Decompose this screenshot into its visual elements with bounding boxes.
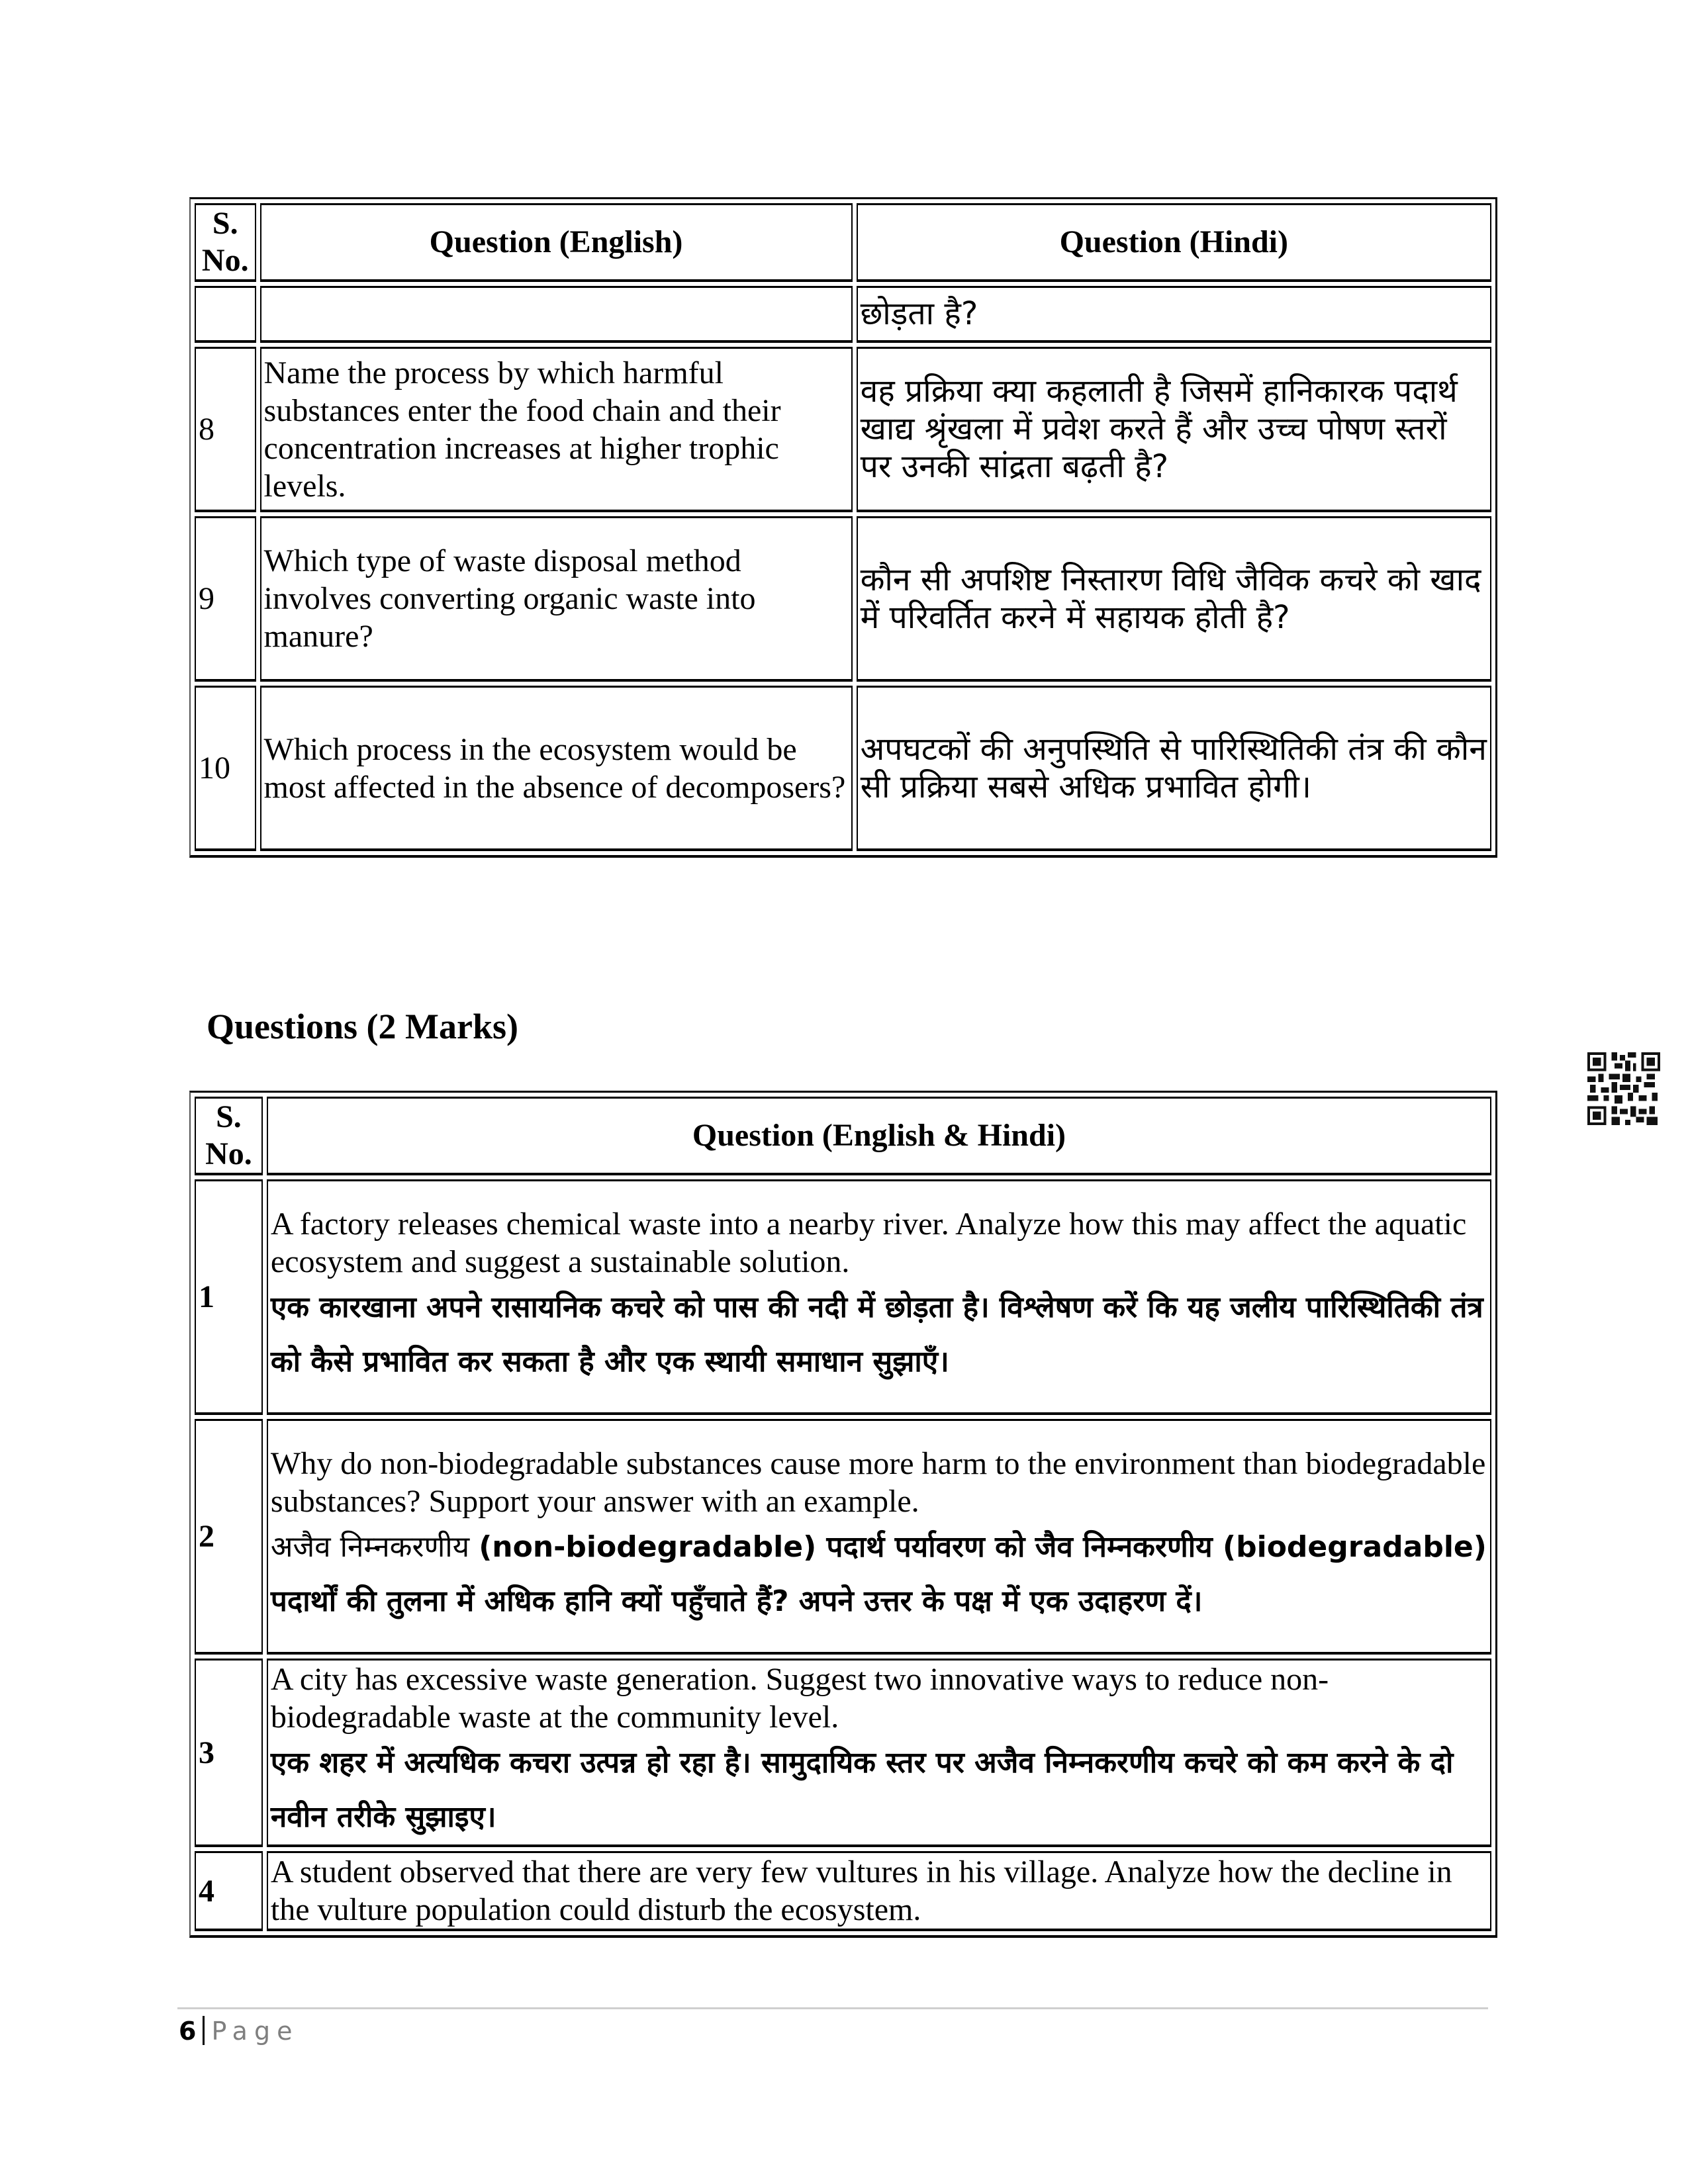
row-question <box>267 1851 1491 1931</box>
row-hindi: छोड़ता है? <box>857 286 1491 343</box>
row-hindi: अपघटकों की अनुपस्थिति से पारिस्थितिकी तंत्र की कौन सी प्रक्रिया सबसे अधिक प्रभावित होगी। <box>857 686 1491 851</box>
page-number: 6 <box>179 2017 197 2046</box>
footer-separator <box>203 2016 205 2045</box>
page-label: Page <box>211 2017 299 2046</box>
row-english: Which process in the ecosystem would be most affected in the absence of decomposers? <box>260 686 853 851</box>
question-hindi-bold: (non-biodegradable) पदार्थ पर्यावरण को जैव निम्नकरणीय (biodegradable) पदार्थों की तुलना में अधिक हानि क्यों पहुँचाते हैं? अपने उत्तर के पक्ष में एक उदाहरण दें। <box>270 1529 1487 1618</box>
question-hindi: एक शहर में अत्यधिक कचरा उत्पन्न हो रहा है। सामुदायिक स्तर पर अजैव निम्नकरणीय कचरे को कम करने के दो नवीन तरीके सुझाइए। <box>270 1746 1454 1834</box>
row-sno: 2 <box>195 1419 263 1655</box>
row-question <box>267 1419 1491 1655</box>
footer-divider <box>177 2007 1488 2009</box>
question-english: Why do non-biodegradable substances cause more harm to the environment than biodegradable substances? Support your answer with an example. <box>270 1445 1486 1519</box>
table-row <box>195 686 1491 851</box>
question-english: A city has excessive waste generation. Suggest two innovative ways to reduce non-biodegradable waste at the community level. <box>270 1662 1329 1735</box>
table-row <box>195 1851 1491 1931</box>
row-sno: 8 <box>195 347 256 512</box>
row-sno: 4 <box>195 1851 263 1931</box>
row-hindi: वह प्रक्रिया क्या कहलाती है जिसमें हानिकारक पदार्थ खाद्य श्रृंखला में प्रवेश करते हैं और उच्च पोषण स्तरों पर उनकी सांद्रता बढ़ती है? <box>857 347 1491 512</box>
header-sno: S. No. <box>195 1097 263 1175</box>
table-header-row <box>195 203 1491 282</box>
table-row <box>195 516 1491 682</box>
section-heading: Questions (2 Marks) <box>207 1007 518 1046</box>
row-question <box>267 1179 1491 1415</box>
row-sno <box>195 286 256 343</box>
questions-table-1mark <box>189 197 1497 858</box>
row-sno: 10 <box>195 686 256 851</box>
questions-table-2marks <box>189 1091 1497 1938</box>
row-english <box>260 286 853 343</box>
qr-code-icon[interactable] <box>1585 1050 1663 1128</box>
question-hindi-plain: अजैव निम्नकरणीय <box>270 1529 470 1564</box>
question-hindi: एक कारखाना अपने रासायनिक कचरे को पास की नदी में छोड़ता है। विश्लेषण करें कि यह जलीय पारिस्थितिकी तंत्र को कैसे प्रभावित कर सकता है और एक स्थायी समाधान सुझाएँ। <box>270 1290 1483 1379</box>
question-english: A student observed that there are very few vultures in his village. Analyze how the decline in the vulture population could disturb the ecosystem. <box>270 1854 1452 1927</box>
table-row <box>195 1419 1491 1655</box>
header-hindi: Question (Hindi) <box>857 203 1491 282</box>
row-hindi: कौन सी अपशिष्ट निस्तारण विधि जैविक कचरे को खाद में परिवर्तित करने में सहायक होती है? <box>857 516 1491 682</box>
header-english: Question (English) <box>260 203 853 282</box>
row-english: Name the process by which harmful substances enter the food chain and their concentration increases at higher trophic levels. <box>260 347 853 512</box>
row-question <box>267 1659 1491 1847</box>
row-sno: 9 <box>195 516 256 682</box>
table-header-row <box>195 1097 1491 1175</box>
question-english: A factory releases chemical waste into a nearby river. Analyze how this may affect the aquatic ecosystem and suggest a sustainable solution. <box>270 1206 1467 1279</box>
header-sno: S. No. <box>195 203 256 282</box>
table-row <box>195 1659 1491 1847</box>
question-hindi <box>271 1520 1487 1629</box>
row-sno: 3 <box>195 1659 263 1847</box>
row-english: Which type of waste disposal method involves converting organic waste into manure? <box>260 516 853 682</box>
table-row <box>195 286 1491 343</box>
table-row <box>195 347 1491 512</box>
page-footer <box>179 2016 299 2046</box>
header-question: Question (English & Hindi) <box>267 1097 1491 1175</box>
table-row <box>195 1179 1491 1415</box>
row-sno: 1 <box>195 1179 263 1415</box>
